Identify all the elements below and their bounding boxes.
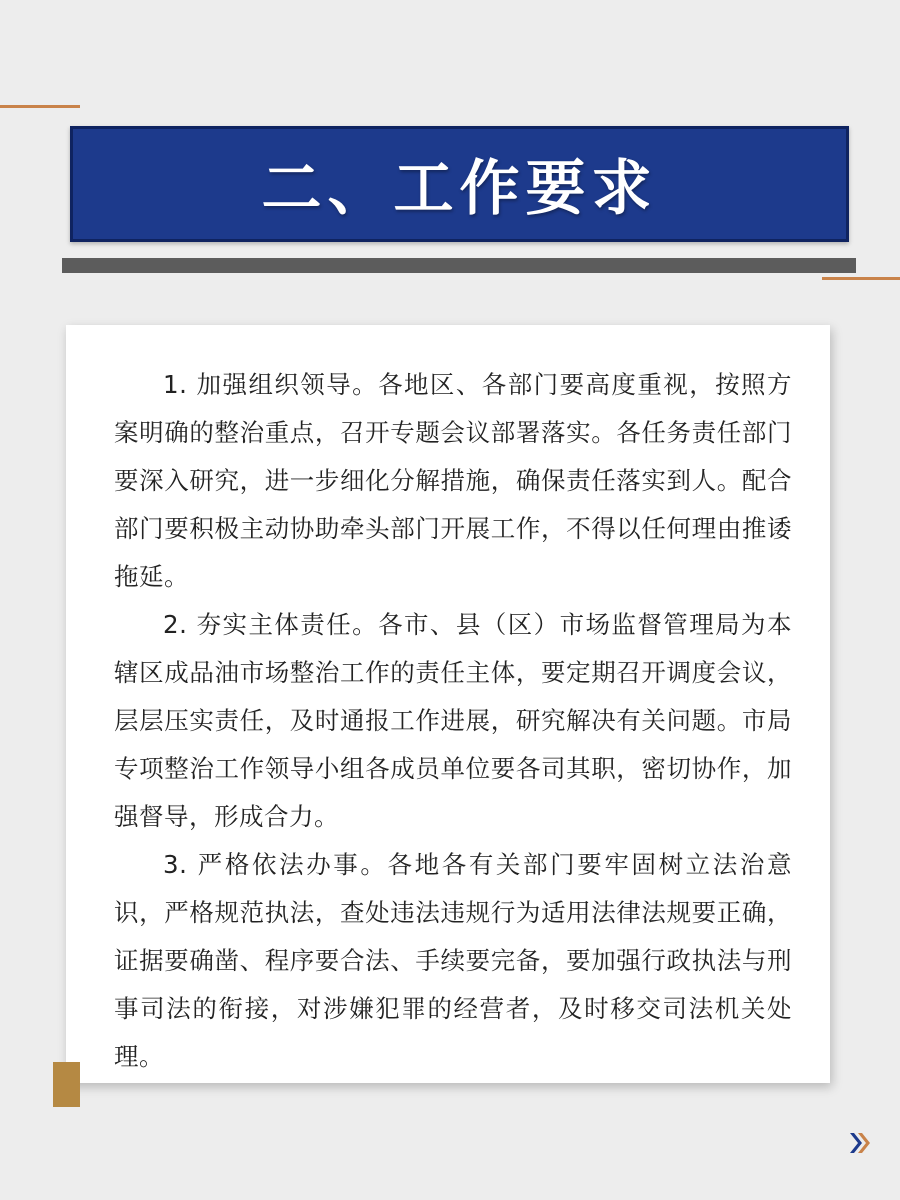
requirement-paragraph-1: 1. 加强组织领导。各地区、各部门要高度重视，按照方案明确的整治重点，召开专题会议部署落实。各任务责任部门要深入研究，进一步细化分解措施，确保责任落实到人。配合部门要积极主动协助牵头部门开展工作，不得以任何理由推诿拖延。: [114, 370, 792, 591]
decorative-accent-line-right: [822, 277, 900, 280]
page-title: 二、工作要求: [261, 154, 658, 224]
title-banner: [70, 126, 849, 242]
decorative-gold-block: [53, 1062, 80, 1107]
requirement-paragraph-2: 2. 夯实主体责任。各市、县（区）市场监督管理局为本辖区成品油市场整治工作的责任主体，要定期召开调度会议，层层压实责任，及时通报工作进展，研究解决有关问题。市局专项整治工作领导小组各成员单位要各司其职，密切协作，加强督导，形成合力。: [114, 610, 792, 831]
double-chevron-right-icon[interactable]: [848, 1130, 872, 1156]
divider-bar: [62, 258, 856, 273]
decorative-accent-line-top: [0, 105, 80, 108]
content-card: [66, 325, 830, 1083]
requirement-paragraph-3: 3. 严格依法办事。各地各有关部门要牢固树立法治意识，严格规范执法，查处违法违规行为适用法律法规要正确，证据要确凿、程序要合法、手续要完备，要加强行政执法与刑事司法的衔接，对涉嫌犯罪的经营者，及时移交司法机关处理。: [114, 850, 792, 1071]
